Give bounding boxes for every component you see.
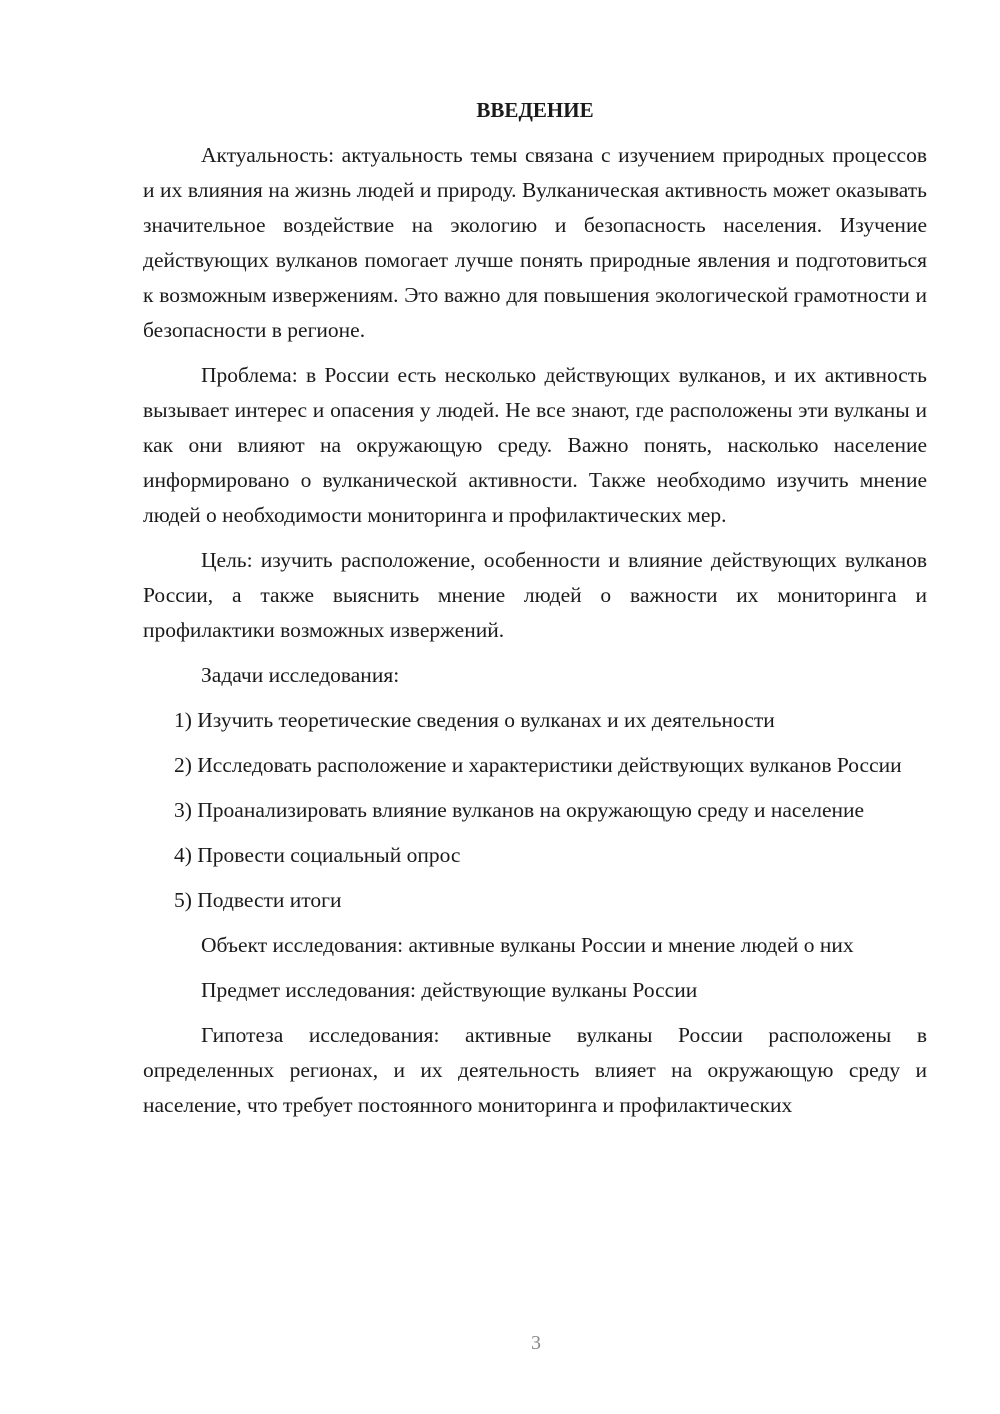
- task-item: 3) Проанализировать влияние вулканов на окружающую среду и население: [174, 798, 865, 822]
- task-item: 2) Исследовать расположение и характеристики действующих вулканов России: [174, 753, 902, 777]
- relevance-paragraph: Актуальность: актуальность темы связана с изучением природных процессов и их влияния на жизнь людей и природу. Вулканическая активность может оказывать значительное воздействие на экологию и безопасность населения. Изучение действующих вулканов помогает лучше понять природные явления и подготовиться к возможным извержениям. Это важно для повышения экологической грамотности и безопасности в регионе.: [143, 143, 927, 342]
- page-number: 3: [531, 1332, 541, 1354]
- subject-paragraph: Предмет исследования: действующие вулканы России: [201, 978, 698, 1002]
- problem-paragraph: Проблема: в России есть несколько действующих вулканов, и их активность вызывает интерес и опасения у людей. Не все знают, где расположены эти вулканы и как они влияют на окружающую среду. Важно понять, насколько население информировано о вулканической активности. Также необходимо изучить мнение людей о необходимости мониторинга и профилактических мер.: [143, 363, 927, 527]
- document-body: [143, 93, 927, 1133]
- task-item: 5) Подвести итоги: [174, 888, 342, 912]
- tasks-heading: Задачи исследования:: [201, 663, 400, 687]
- task-item: 1) Изучить теоретические сведения о вулканах и их деятельности: [174, 708, 775, 732]
- hypothesis-paragraph: Гипотеза исследования: активные вулканы России расположены в определенных регионах, и их деятельность влияет на окружающую среду и население, что требует постоянного мониторинга и профилактических: [143, 1023, 927, 1117]
- task-item: 4) Провести социальный опрос: [174, 843, 461, 867]
- object-paragraph: Объект исследования: активные вулканы России и мнение людей о них: [201, 933, 854, 957]
- goal-paragraph: Цель: изучить расположение, особенности и влияние действующих вулканов России, а также выяснить мнение людей о важности их мониторинга и профилактики возможных извержений.: [143, 548, 927, 642]
- section-title: ВВЕДЕНИЕ: [476, 98, 594, 122]
